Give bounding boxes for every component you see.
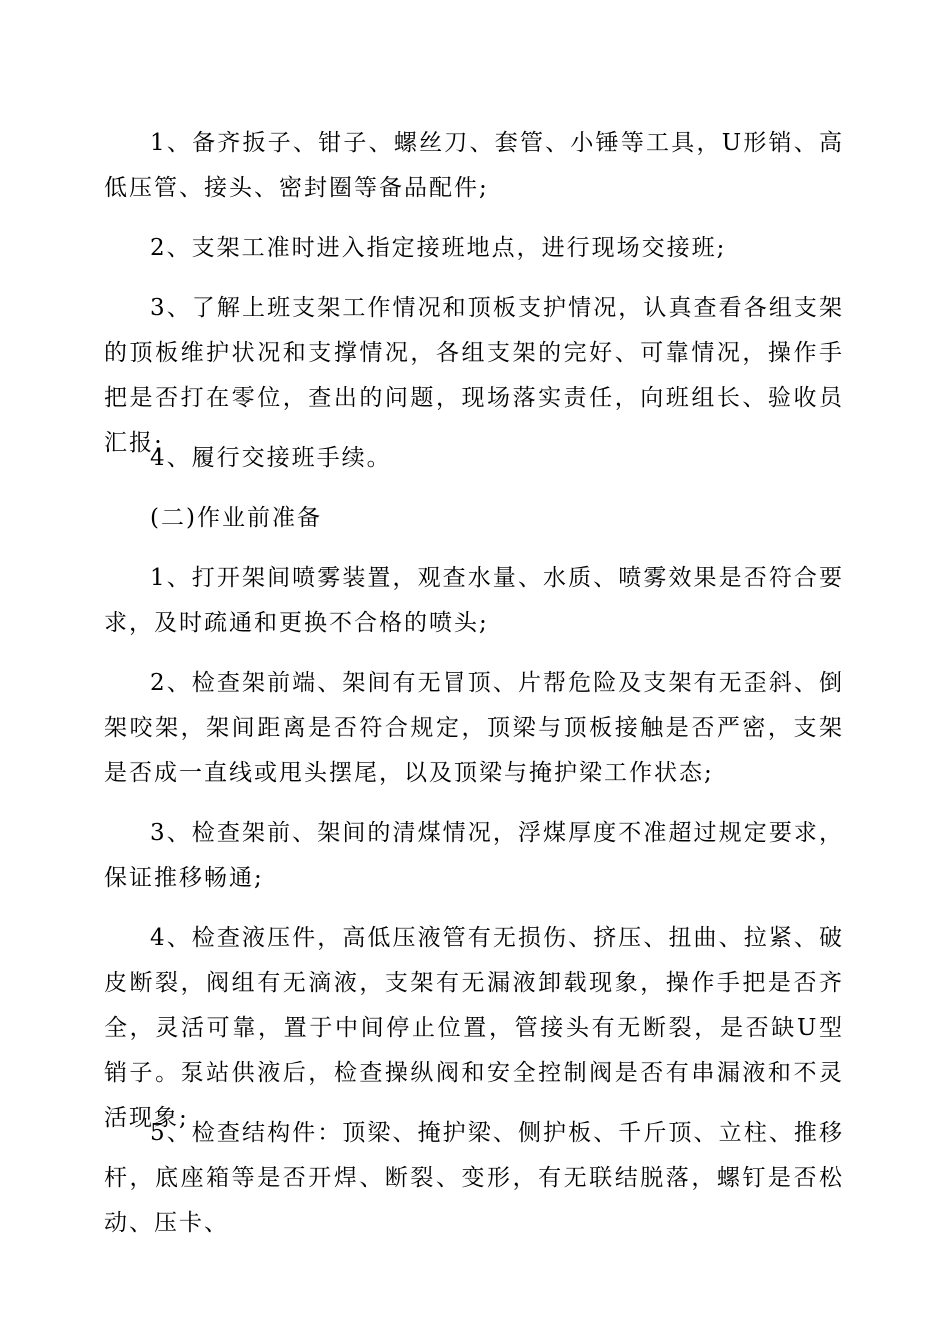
section-heading: (二)作业前准备 bbox=[150, 505, 322, 531]
paragraph-item-1: 1、备齐扳子、钳子、螺丝刀、套管、小锤等工具，U形销、高低压管、接头、密封圈等备品配件; bbox=[104, 130, 844, 201]
paragraph-item-4: 4、履行交接班手续。 bbox=[150, 445, 392, 471]
paragraph-item-8: 4、检查液压件，高低压液管有无损伤、挤压、扭曲、拉紧、破皮断裂，阀组有无滴液，支架有无漏液卸载现象，操作手把是否齐全，灵活可靠，置于中间停止位置，管接头有无断裂，是否缺U型销子。泵站供液后，检查操纵阀和安全控制阀是否有串漏液和不灵活现象; bbox=[104, 925, 844, 1131]
paragraph-item-6: 2、检查架前端、架间有无冒顶、片帮危险及支架有无歪斜、倒架咬架，架间距离是否符合规定，顶梁与顶板接触是否严密，支架是否成一直线或甩头摆尾，以及顶梁与掩护梁工作状态; bbox=[104, 670, 844, 786]
paragraph-item-7: 3、检查架前、架间的清煤情况，浮煤厚度不准超过规定要求，保证推移畅通; bbox=[104, 820, 844, 891]
paragraph-item-9: 5、检查结构件：顶梁、掩护梁、侧护板、千斤顶、立柱、推移杆，底座箱等是否开焊、断裂、变形，有无联结脱落，螺钉是否松动、压卡、 bbox=[104, 1120, 844, 1236]
paragraph-item-2: 2、支架工准时进入指定接班地点，进行现场交接班; bbox=[150, 235, 727, 261]
paragraph-item-5: 1、打开架间喷雾装置，观查水量、水质、喷雾效果是否符合要求，及时疏通和更换不合格的喷头; bbox=[104, 565, 844, 636]
paragraph-item-3: 3、了解上班支架工作情况和顶板支护情况，认真查看各组支架的顶板维护状况和支撑情况，各组支架的完好、可靠情况，操作手把是否打在零位，查出的问题，现场落实责任，向班组长、验收员汇报; bbox=[104, 295, 844, 456]
